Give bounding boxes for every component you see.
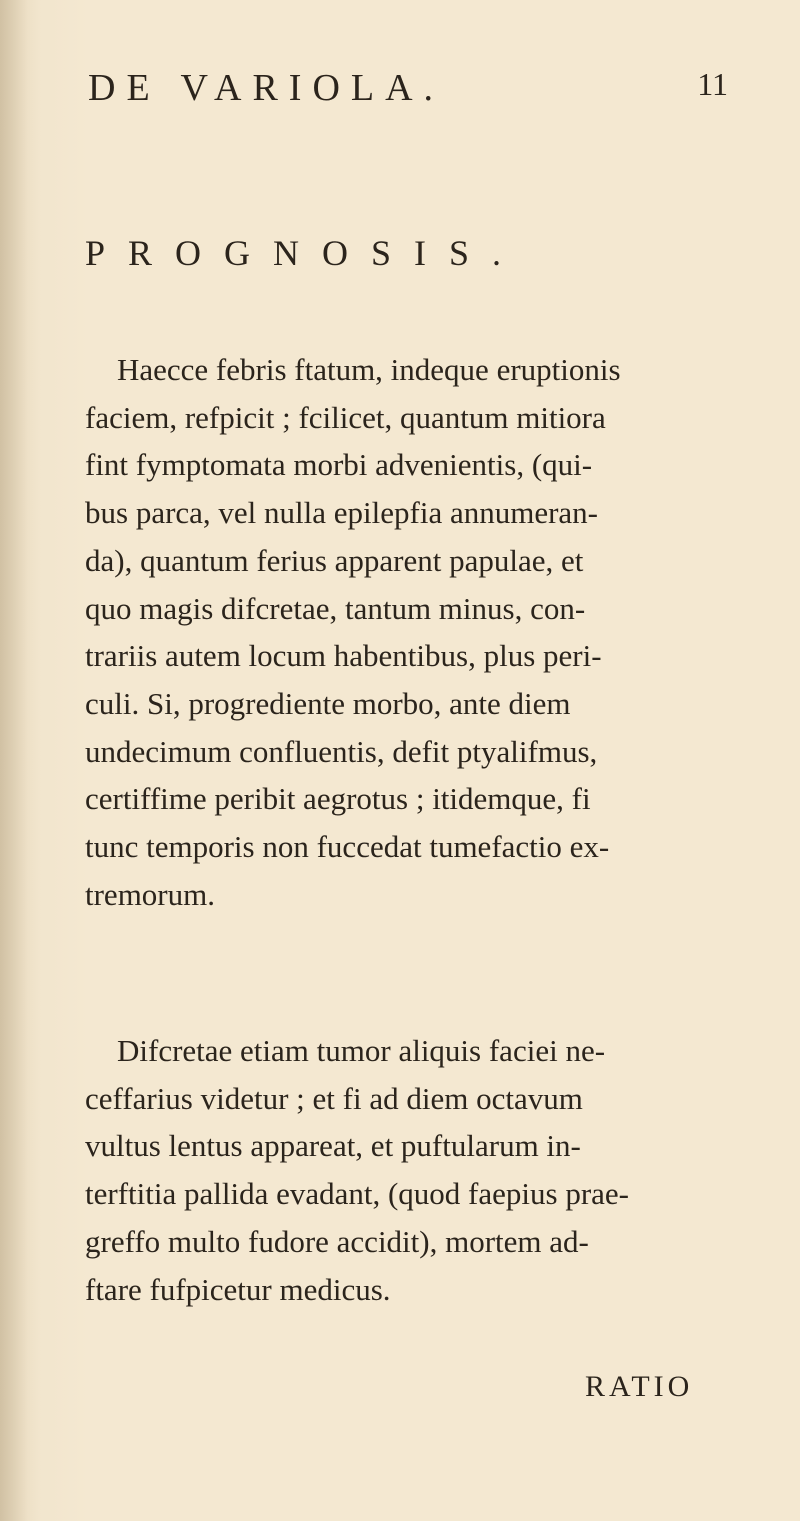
paragraph-2 bbox=[85, 1027, 765, 1313]
text-line: tunc temporis non fuccedat tumefactio ex- bbox=[85, 829, 610, 865]
text-line: Haecce febris ftatum, indeque eruptionis bbox=[117, 352, 621, 387]
text-line: bus parca, vel nulla epilepfia annumeran- bbox=[85, 495, 598, 531]
text-line: terftitia pallida evadant, (quod faepius prae- bbox=[85, 1176, 629, 1212]
text-line: faciem, refpicit ; fcilicet, quantum mitiora bbox=[85, 399, 606, 435]
running-title: DE VARIOLA. bbox=[88, 67, 445, 109]
paragraph-1 bbox=[85, 346, 765, 918]
text-line: ceffarius videtur ; et fi ad diem octavum bbox=[85, 1080, 583, 1116]
text-line: culi. Si, progrediente morbo, ante diem bbox=[85, 685, 571, 721]
text-line: tremorum. bbox=[85, 876, 215, 912]
text-line: Difcretae etiam tumor aliquis faciei ne- bbox=[117, 1033, 606, 1068]
section-heading: PROGNOSIS. bbox=[85, 233, 525, 273]
text-line: certiffime peribit aegrotus ; itidemque, fi bbox=[85, 781, 591, 817]
text-line: da), quantum ferius apparent papulae, et bbox=[85, 542, 584, 578]
text-line: fint fymptomata morbi advenientis, (qui- bbox=[85, 447, 593, 483]
text-line: trariis autem locum habentibus, plus peri- bbox=[85, 638, 602, 674]
running-head bbox=[88, 66, 728, 122]
text-line: quo magis difcretae, tantum minus, con- bbox=[85, 590, 586, 626]
text-line: vultus lentus appareat, et puftularum in- bbox=[85, 1128, 581, 1164]
text-line: undecimum confluentis, defit ptyalifmus, bbox=[85, 733, 598, 769]
gutter-shadow bbox=[0, 0, 28, 1521]
text-line: greffo multo fudore accidit), mortem ad- bbox=[85, 1223, 589, 1259]
page-number: 11 bbox=[697, 66, 728, 102]
text-line: ftare fufpicetur medicus. bbox=[85, 1271, 391, 1307]
catchword: RATIO bbox=[585, 1370, 694, 1403]
